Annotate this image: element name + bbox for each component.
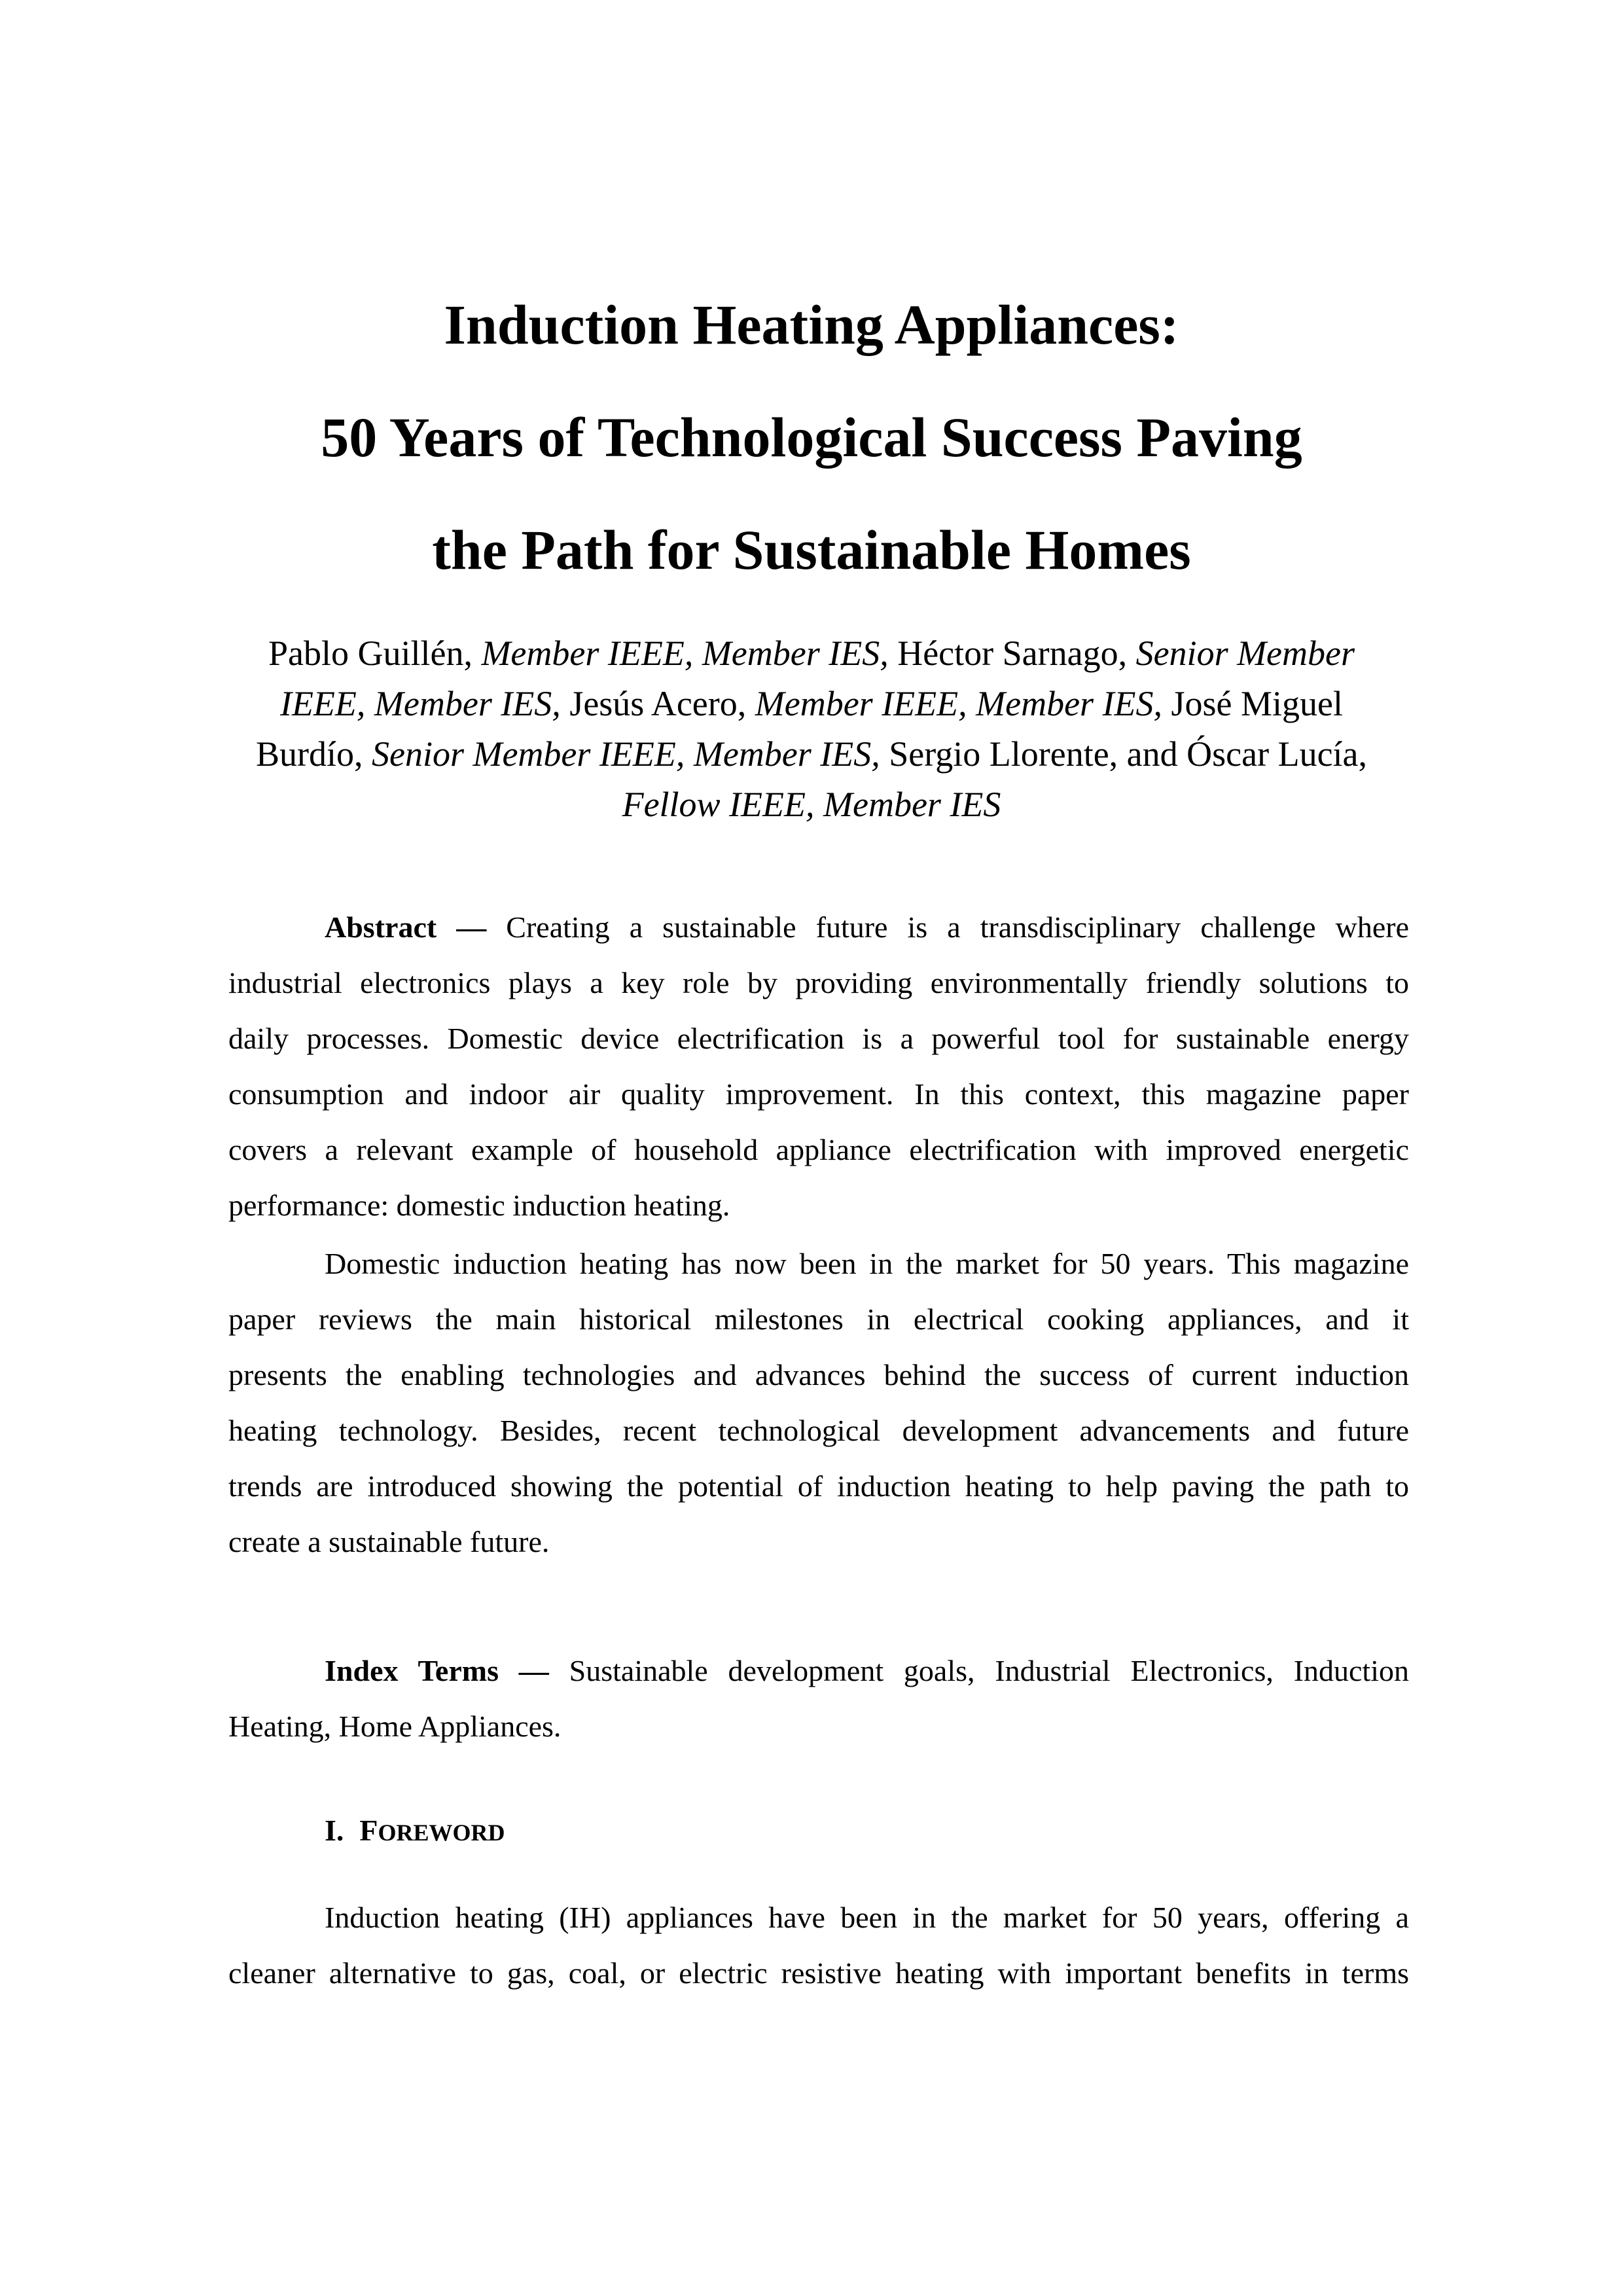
body-line: cleaner alternative to gas, coal, or electric resistive heating with important benefits in terms <box>228 1956 1409 1990</box>
title-line: the Path for Sustainable Homes <box>432 518 1191 581</box>
author-line <box>196 780 1427 830</box>
abstract-text: Creating a sustainable future is a transdisciplinary challenge where <box>486 910 1409 944</box>
abstract-line: create a sustainable future. <box>228 1525 550 1558</box>
abstract-line: daily processes. Domestic device electrification is a powerful tool for sustainable energy <box>228 1022 1409 1055</box>
author-affiliation: Senior Member IEEE, Member IES, <box>372 734 880 774</box>
paper-title <box>0 268 1623 606</box>
index-terms-line <box>228 1643 1409 1698</box>
section-number: I. <box>325 1814 344 1847</box>
author-list <box>196 628 1427 830</box>
author-affiliation: Fellow IEEE, Member IES <box>622 785 1001 824</box>
author-name: Jesús Acero, <box>560 684 755 723</box>
index-terms-label: Index Terms — <box>325 1654 549 1687</box>
author-affiliation: Member IEEE, Member IES, <box>481 634 889 673</box>
author-affiliation: Member IEEE, Member IES, <box>755 684 1163 723</box>
author-affiliation: IEEE, Member IES, <box>279 684 561 723</box>
section-heading <box>325 1803 505 1861</box>
abstract-line: consumption and indoor air quality improvement. In this context, this magazine paper <box>228 1077 1409 1111</box>
author-name: Pablo Guillén, <box>268 634 482 673</box>
section-title-rest: OREWORD <box>378 1820 505 1846</box>
title-line: 50 Years of Technological Success Paving <box>321 406 1302 469</box>
abstract-line: performance: domestic induction heating. <box>228 1189 730 1222</box>
author-name: Burdío, <box>255 734 372 774</box>
author-line <box>196 679 1427 729</box>
title-line: Induction Heating Appliances: <box>444 293 1179 356</box>
abstract-line: Domestic induction heating has now been in the market for 50 years. This magazine <box>325 1247 1409 1280</box>
abstract-line: paper reviews the main historical milestones in electrical cooking appliances, and it <box>228 1302 1409 1336</box>
abstract-line: industrial electronics plays a key role by providing environmentally friendly solutions to <box>228 966 1409 999</box>
section-title-initial: F <box>359 1814 378 1847</box>
abstract-line: covers a relevant example of household appliance electrification with improved energetic <box>228 1133 1409 1166</box>
body-line: Induction heating (IH) appliances have been in the market for 50 years, offering a <box>325 1901 1409 1934</box>
abstract <box>228 899 1409 1233</box>
index-terms <box>228 1643 1409 1754</box>
author-name: Héctor Sarnago, <box>888 634 1136 673</box>
abstract-line: heating technology. Besides, recent technological development advancements and future <box>228 1414 1409 1447</box>
author-affiliation: Senior Member <box>1135 634 1355 673</box>
abstract-line <box>228 899 1409 955</box>
abstract-label: Abstract — <box>325 910 487 944</box>
author-name: Sergio Llorente, and Óscar Lucía, <box>880 734 1368 774</box>
author-line <box>196 628 1427 679</box>
author-line <box>196 729 1427 780</box>
abstract-line: presents the enabling technologies and advances behind the success of current induction <box>228 1358 1409 1391</box>
author-name: José Miguel <box>1162 684 1344 723</box>
abstract-paragraph-2 <box>228 1236 1409 1570</box>
section-body <box>228 1890 1409 2001</box>
index-terms-line: Heating, Home Appliances. <box>228 1710 562 1743</box>
index-terms-text: Sustainable development goals, Industrial Electronics, Induction <box>548 1654 1409 1687</box>
abstract-line: trends are introduced showing the potential of induction heating to help paving the path to <box>228 1469 1409 1503</box>
